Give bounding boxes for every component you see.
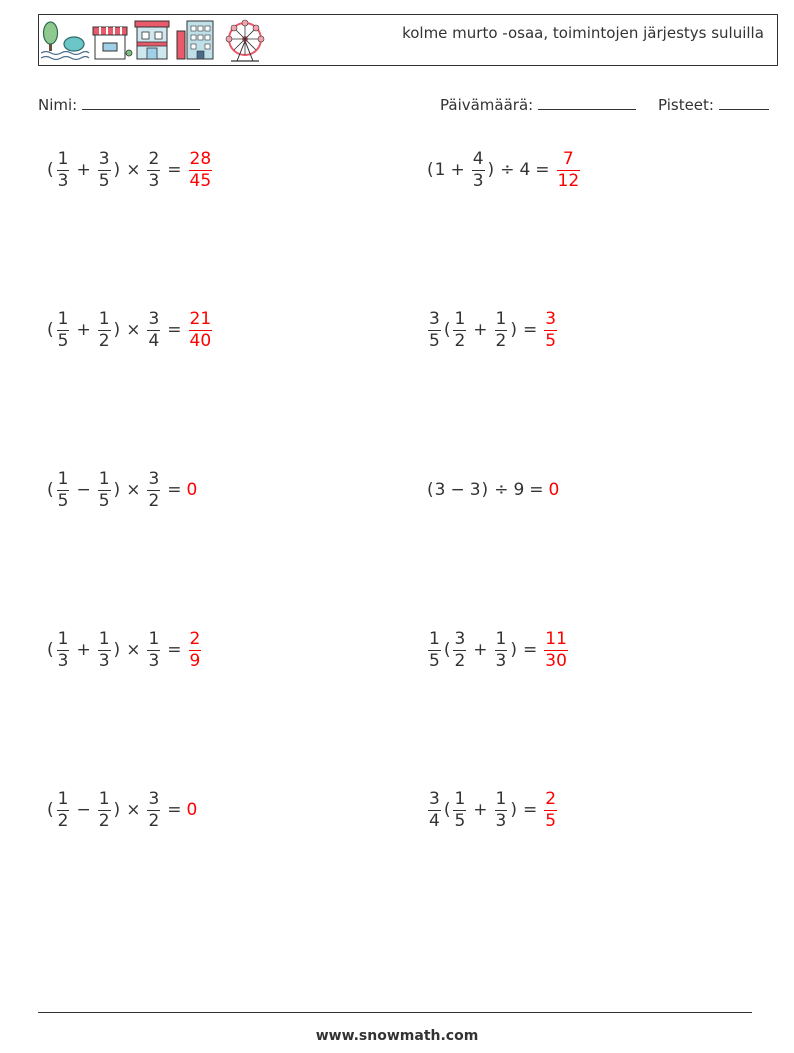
denominator: 5 (98, 170, 110, 191)
operator: × (126, 480, 141, 500)
numerator: 1 (495, 788, 507, 809)
fraction (495, 308, 508, 351)
fraction (147, 148, 160, 191)
fraction (57, 788, 70, 831)
denominator: 5 (57, 490, 69, 511)
parenthesis: ) (113, 320, 121, 340)
denominator: 2 (148, 810, 160, 831)
fraction (453, 628, 466, 671)
numerator: 3 (148, 308, 160, 329)
parenthesis: ) (113, 800, 121, 820)
numerator: 1 (495, 308, 507, 329)
numerator: 7 (562, 148, 574, 169)
operator: × (126, 320, 141, 340)
parenthesis: ) (113, 640, 121, 660)
fraction (472, 148, 485, 191)
numerator: 1 (98, 788, 110, 809)
operator: = (167, 640, 182, 660)
denominator: 30 (545, 650, 567, 671)
operator: = (529, 480, 544, 500)
parenthesis: ) (487, 160, 495, 180)
operator: + (76, 640, 91, 660)
parenthesis: ) (510, 800, 518, 820)
answer-fraction (189, 308, 213, 351)
answer-fraction (189, 148, 213, 191)
numerator: 1 (57, 468, 69, 489)
fraction (428, 628, 441, 671)
operator: ÷ (494, 480, 509, 500)
operator: − (76, 800, 91, 820)
footer-url[interactable]: www.snowmath.com (315, 1028, 479, 1044)
parenthesis: ( (47, 320, 54, 340)
denominator: 3 (57, 170, 69, 191)
operator: + (473, 640, 488, 660)
problem-2 (426, 145, 582, 195)
denominator: 2 (454, 650, 466, 671)
number: 3 (469, 480, 481, 500)
denominator: 5 (454, 810, 466, 831)
answer-fraction (544, 308, 557, 351)
header-icons (41, 19, 269, 63)
numerator: 1 (148, 628, 160, 649)
problem-6 (426, 465, 559, 515)
score-blank[interactable] (719, 95, 769, 110)
numerator: 1 (57, 628, 69, 649)
denominator: 3 (495, 650, 507, 671)
worksheet-header (38, 14, 778, 66)
numerator: 1 (454, 788, 466, 809)
operator: + (76, 320, 91, 340)
answer: 0 (186, 800, 198, 820)
fraction (57, 628, 70, 671)
operator: + (473, 320, 488, 340)
parenthesis: ) (510, 640, 518, 660)
operator: − (450, 480, 465, 500)
fraction (495, 788, 508, 831)
fraction (98, 148, 111, 191)
fraction (98, 468, 111, 511)
fraction (147, 308, 160, 351)
fraction (453, 308, 466, 351)
ferris-wheel-icon (226, 20, 264, 61)
problem-7 (46, 625, 203, 675)
numerator: 1 (57, 308, 69, 329)
numerator: 3 (454, 628, 466, 649)
number: 3 (434, 480, 446, 500)
problem-10 (426, 785, 559, 835)
number: 4 (519, 160, 531, 180)
parenthesis: ) (113, 160, 121, 180)
fraction (147, 628, 160, 671)
footer-divider (38, 1012, 752, 1013)
denominator: 5 (429, 330, 440, 351)
parenthesis: ) (113, 480, 121, 500)
operator: = (167, 320, 182, 340)
parenthesis: ) (510, 320, 518, 340)
problem-4 (426, 305, 559, 355)
problem-9 (46, 785, 197, 835)
operator: + (76, 160, 91, 180)
fraction (147, 788, 160, 831)
numerator: 1 (57, 148, 69, 169)
answer-fraction (544, 628, 568, 671)
numerator: 3 (429, 788, 440, 809)
denominator: 12 (557, 170, 580, 191)
parenthesis: ( (47, 640, 54, 660)
numerator: 21 (189, 308, 212, 329)
problem-3 (46, 305, 214, 355)
operator: − (76, 480, 91, 500)
date-field[interactable] (440, 95, 636, 114)
number: 9 (513, 480, 525, 500)
parenthesis: ( (427, 480, 434, 500)
denominator: 3 (472, 170, 484, 191)
denominator: 3 (98, 650, 110, 671)
numerator: 4 (472, 148, 484, 169)
operator: ÷ (500, 160, 515, 180)
parenthesis: ) (481, 480, 489, 500)
fraction (98, 628, 111, 671)
shop-building-icon (135, 21, 169, 59)
numerator: 1 (429, 628, 440, 649)
date-blank[interactable] (538, 95, 636, 110)
fraction (57, 308, 70, 351)
denominator: 3 (495, 810, 507, 831)
numerator: 1 (98, 308, 110, 329)
operator: = (167, 160, 182, 180)
denominator: 3 (148, 170, 160, 191)
problem-1 (46, 145, 214, 195)
answer: 0 (186, 480, 198, 500)
numerator: 3 (148, 788, 160, 809)
score-field[interactable] (658, 95, 769, 114)
operator: = (167, 480, 182, 500)
numerator: 2 (148, 148, 160, 169)
name-label: Nimi: (38, 96, 78, 114)
denominator: 3 (148, 650, 160, 671)
tree-park-icon (41, 22, 89, 60)
answer-fraction (557, 148, 581, 191)
parenthesis: ( (47, 480, 54, 500)
fraction (98, 788, 111, 831)
numerator: 1 (495, 628, 507, 649)
number: 1 (434, 160, 446, 180)
denominator: 5 (57, 330, 69, 351)
parenthesis: ( (47, 800, 54, 820)
parenthesis: ( (443, 800, 451, 820)
operator: = (167, 800, 182, 820)
operator: + (450, 160, 465, 180)
operator: × (126, 800, 141, 820)
numerator: 2 (545, 788, 557, 809)
denominator: 2 (57, 810, 69, 831)
operator: = (523, 320, 538, 340)
operator: × (126, 640, 141, 660)
answer-fraction (189, 628, 202, 671)
fraction (57, 468, 70, 511)
numerator: 1 (98, 468, 110, 489)
fraction (428, 308, 441, 351)
numerator: 1 (454, 308, 466, 329)
fraction (57, 148, 70, 191)
name-blank[interactable] (82, 95, 200, 110)
answer: 0 (548, 480, 560, 500)
denominator: 2 (98, 330, 110, 351)
denominator: 4 (148, 330, 160, 351)
denominator: 2 (454, 330, 466, 351)
denominator: 5 (545, 810, 557, 831)
fraction (495, 628, 508, 671)
market-stall-icon (93, 27, 132, 59)
office-building-icon (177, 21, 213, 59)
problem-5 (46, 465, 197, 515)
parenthesis: ( (443, 320, 451, 340)
fraction (453, 788, 466, 831)
problem-8 (426, 625, 570, 675)
denominator: 2 (98, 810, 110, 831)
name-field[interactable] (38, 95, 200, 114)
numerator: 28 (189, 148, 212, 169)
denominator: 45 (189, 170, 212, 191)
score-label: Pisteet: (658, 96, 714, 114)
denominator: 2 (148, 490, 160, 511)
parenthesis: ( (427, 160, 434, 180)
parenthesis: ( (47, 160, 54, 180)
numerator: 3 (545, 308, 557, 329)
fraction (98, 308, 111, 351)
answer-fraction (544, 788, 557, 831)
worksheet-title: kolme murto -osaa, toimintojen järjestys suluilla (402, 24, 764, 42)
parenthesis: ( (443, 640, 451, 660)
numerator: 3 (98, 148, 110, 169)
numerator: 11 (545, 628, 567, 649)
denominator: 40 (189, 330, 212, 351)
denominator: 5 (98, 490, 110, 511)
numerator: 2 (189, 628, 201, 649)
denominator: 2 (495, 330, 507, 351)
date-label: Päivämäärä: (440, 96, 534, 114)
fraction (147, 468, 160, 511)
operator: = (535, 160, 550, 180)
denominator: 5 (429, 650, 440, 671)
denominator: 9 (189, 650, 201, 671)
numerator: 3 (148, 468, 160, 489)
numerator: 1 (98, 628, 110, 649)
denominator: 4 (429, 810, 440, 831)
denominator: 5 (545, 330, 557, 351)
denominator: 3 (57, 650, 69, 671)
operator: = (523, 800, 538, 820)
operator: + (473, 800, 488, 820)
numerator: 3 (429, 308, 440, 329)
operator: = (523, 640, 538, 660)
numerator: 1 (57, 788, 69, 809)
fraction (428, 788, 441, 831)
operator: × (126, 160, 141, 180)
